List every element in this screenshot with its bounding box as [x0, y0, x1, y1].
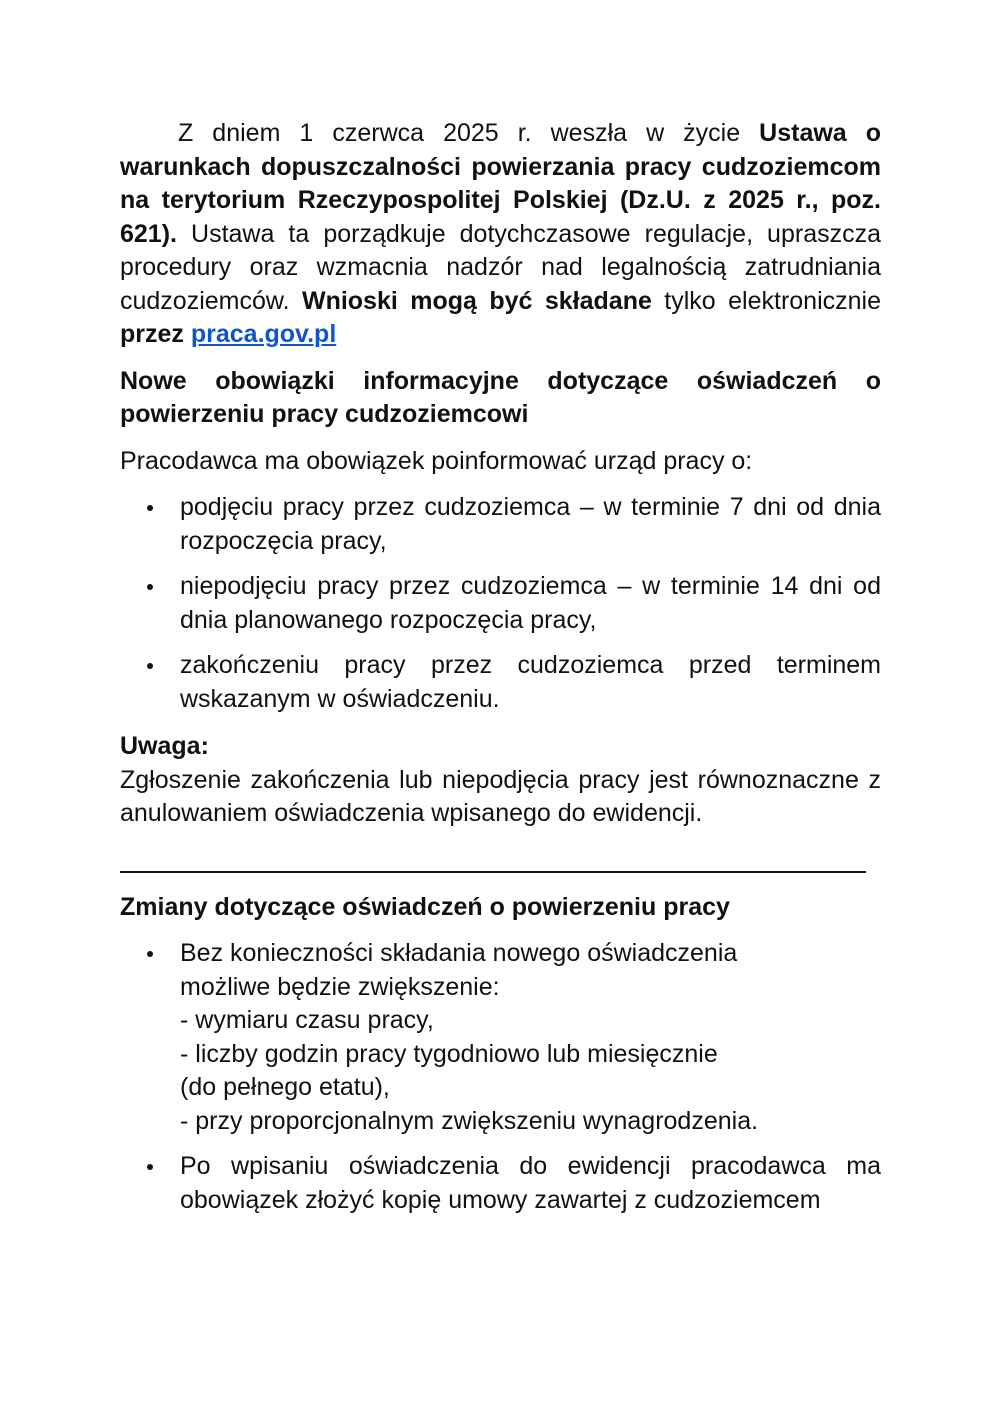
list-item [120, 649, 881, 716]
list-item-line: - przy proporcjonalnym zwiększeniu wynagrodzenia. [180, 1106, 759, 1135]
list-item-line: - wymiaru czasu pracy, [180, 1006, 434, 1034]
list-item-text: Po wpisaniu oświadczenia do ewidencji pracodawca ma obowiązek złożyć kopię umowy zawartej z cudzoziemcem [180, 1152, 881, 1214]
praca-gov-link[interactable]: praca.gov.pl [190, 320, 337, 348]
bullet-icon [147, 951, 153, 957]
section2-list [120, 937, 881, 1217]
intro-text-1: Z dniem 1 czerwca 2025 r. weszła w życie [178, 119, 760, 147]
intro-text-4 [184, 320, 191, 348]
section1-list [120, 491, 881, 716]
list-item-line: (do pełnego etatu), [180, 1073, 390, 1101]
law-title: Ustawa o warunkach dopuszczalności powierzania pracy cudzoziemcom na terytorium Rzeczypospolitej Polskiej (Dz.U. z 2025 r., poz. 621). [120, 119, 881, 248]
list-item [120, 491, 881, 558]
intro-text-2: Ustawa ta porządkuje dotychczasowe regulacje, upraszcza procedury oraz wzmacnia nadzór nad legalnością zatrudniania cudzoziemców. [120, 219, 881, 315]
intro-paragraph [120, 117, 881, 352]
list-item-text: niepodjęciu pracy przez cudzoziemca – w terminie 14 dni od dnia planowanego rozpoczęcia pracy, [180, 572, 881, 634]
divider-line [120, 871, 866, 873]
list-item-line: Bez konieczności składania nowego oświadczenia [180, 939, 738, 967]
intro-bold-3: przez [120, 320, 184, 348]
section1-lead: Pracodawca ma obowiązek poinformować urząd pracy o: [120, 446, 753, 475]
list-item-line: - liczby godzin pracy tygodniowo lub miesięcznie [180, 1039, 718, 1068]
bullet-icon [147, 505, 153, 511]
section2-heading: Zmiany dotyczące oświadczeń o powierzeniu pracy [120, 892, 730, 921]
list-item [120, 570, 881, 637]
note-title: Uwaga: [120, 732, 209, 760]
list-item-text: podjęciu pracy przez cudzoziemca – w terminie 7 dni od dnia rozpoczęcia pracy, [180, 493, 881, 555]
intro-text-3: tylko elektronicznie [651, 286, 882, 315]
bullet-icon [147, 1164, 153, 1170]
intro-bold-2: Wnioski mogą być składane [301, 286, 652, 315]
bullet-icon [147, 584, 153, 590]
bullet-icon [147, 663, 153, 669]
list-item-text: zakończeniu pracy przez cudzoziemca przed terminem wskazanym w oświadczeniu. [180, 651, 881, 713]
section1-heading: Nowe obowiązki informacyjne dotyczące oświadczeń o powierzeniu pracy cudzoziemcowi [120, 366, 881, 428]
list-item [120, 1150, 881, 1217]
list-item-line: możliwe będzie zwiększenie: [180, 972, 500, 1001]
list-item [120, 937, 881, 1138]
note-text: Zgłoszenie zakończenia lub niepodjęcia pracy jest równoznaczne z anulowaniem oświadczenia wpisanego do ewidencji. [120, 765, 881, 827]
page-content [120, 117, 881, 1217]
